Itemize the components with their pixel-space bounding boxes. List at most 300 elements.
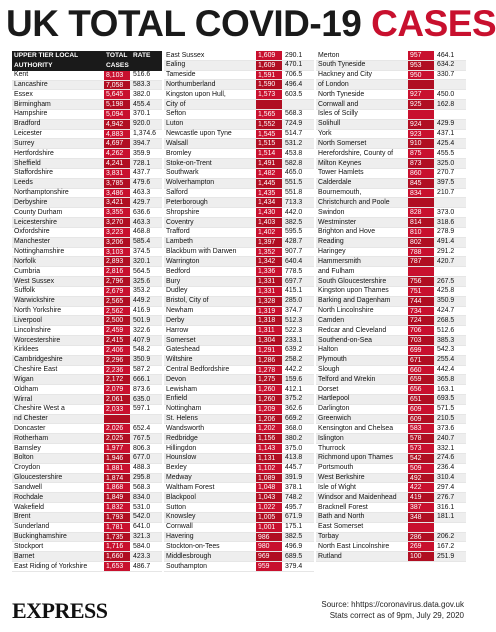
rate-value: 639.2	[285, 346, 303, 354]
total-cases: 492	[408, 474, 434, 483]
total-cases: 1,304	[256, 336, 282, 345]
rate-value: 548.2	[133, 346, 151, 354]
total-cases: 744	[408, 297, 434, 306]
authority-name: Trafford	[166, 228, 190, 236]
total-cases: 387	[408, 503, 434, 512]
title-main: UK TOTAL COVID-19	[6, 3, 362, 44]
rate-value: 595.5	[285, 228, 303, 236]
total-cases: 5,198	[104, 100, 130, 109]
rate-value: 353.2	[133, 287, 151, 295]
total-cases: 959	[256, 562, 282, 571]
rate-value: 325.0	[437, 159, 455, 167]
rate-value: 689.5	[285, 552, 303, 560]
authority-name: of London	[318, 80, 349, 88]
authority-name: Southampton	[166, 562, 207, 570]
total-cases: 703	[408, 336, 434, 345]
authority-name: Darlington	[318, 405, 350, 413]
authority-name: Bolton	[14, 454, 34, 462]
rate-value: 322.6	[133, 326, 151, 334]
total-cases: 1,260	[256, 385, 282, 394]
rate-value: 374.7	[285, 307, 303, 315]
authority-name: Hammersmith	[318, 257, 361, 265]
total-cases: 2,296	[104, 356, 130, 365]
total-cases: 1,131	[256, 454, 282, 463]
authority-name: Cambridgeshire	[14, 356, 63, 364]
total-cases: 1,832	[104, 503, 130, 512]
authority-name: Derbyshire	[14, 198, 48, 206]
total-cases: 656	[408, 385, 434, 394]
authority-name: Richmond upon Thames	[318, 454, 393, 462]
rate-value: 359.9	[133, 149, 151, 157]
total-cases: 4,241	[104, 159, 130, 168]
rate-value: 423.3	[133, 552, 151, 560]
authority-name: Lancashire	[14, 81, 48, 88]
authority-name: Oldham	[14, 385, 39, 393]
total-cases: 609	[408, 415, 434, 424]
total-cases: 1,515	[256, 139, 282, 148]
total-cases: 1,849	[104, 493, 130, 502]
total-cases: 751	[408, 287, 434, 296]
total-cases: 659	[408, 375, 434, 384]
authority-name: Central Bedfordshire	[166, 366, 230, 373]
rate-value: 233.1	[285, 336, 303, 344]
rate-value: 175.1	[285, 523, 303, 531]
authority-name: Birmingham	[14, 100, 51, 108]
total-cases: 787	[408, 257, 434, 266]
rate-value: 583.3	[133, 81, 151, 88]
rate-value: 920.0	[133, 120, 151, 128]
rate-value: 516.6	[133, 71, 151, 79]
total-cases: 957	[408, 51, 434, 60]
authority-name: North Yorkshire	[14, 307, 62, 315]
rate-value: 368.0	[285, 424, 303, 432]
rate-value: 332.1	[437, 444, 455, 452]
rate-value: 416.9	[133, 307, 151, 315]
rate-value: 465.0	[285, 169, 303, 177]
authority-name: Brent	[14, 513, 31, 521]
rate-value: 424.7	[437, 307, 455, 315]
total-cases: 1,275	[256, 375, 282, 384]
rate-value: 297.4	[437, 483, 455, 491]
rate-value: 470.1	[285, 61, 303, 69]
rate-value: 295.8	[133, 474, 151, 482]
total-cases: 1,328	[256, 297, 282, 306]
authority-name: Essex	[14, 90, 33, 98]
authority-name: Salford	[166, 189, 188, 197]
total-cases: 1,653	[104, 562, 130, 571]
rate-value: 162.8	[437, 100, 455, 108]
total-cases: 4,697	[104, 139, 130, 148]
rate-value: 496.9	[285, 542, 303, 550]
rate-value: 251.9	[437, 552, 455, 560]
rate-value: 585.4	[133, 238, 151, 246]
authority-name: Bristol, City of	[166, 297, 209, 305]
title-accent: CASES	[371, 3, 496, 44]
rate-value: 597.1	[133, 405, 151, 413]
total-cases: 834	[408, 189, 434, 198]
authority-name: Slough	[318, 366, 340, 373]
authority-name: West Berkshire	[318, 474, 365, 482]
authority-name: Windsor and Maidenhead	[318, 493, 397, 501]
rate-value: 514.7	[285, 130, 303, 138]
authority-name: Bedford	[166, 267, 191, 275]
rate-value: 310.4	[437, 474, 455, 482]
authority-name: North East Lincolnshire	[318, 542, 390, 550]
rate-value: 496.4	[285, 80, 303, 88]
total-cases: 4,883	[104, 130, 130, 139]
total-cases: 2,796	[104, 277, 130, 286]
authority-name: Tower Hamlets	[318, 169, 364, 177]
total-cases: 1,781	[104, 523, 130, 532]
authority-name: Herefordshire, County of	[318, 149, 394, 157]
total-cases	[408, 110, 434, 119]
authority-name: Dorset	[318, 385, 339, 393]
total-cases: 1,868	[104, 483, 130, 492]
authority-name: Manchester	[14, 238, 51, 246]
authority-name: Leicestershire	[14, 218, 57, 226]
authority-name: Nottinghamshire	[14, 248, 65, 256]
total-cases: 1,591	[256, 71, 282, 80]
authority-name: nd Chester	[14, 415, 48, 423]
rate-value: 584.0	[133, 542, 151, 550]
authority-name: Reading	[318, 238, 344, 246]
rate-value: 728.1	[133, 159, 151, 167]
rate-value: 382.0	[133, 90, 151, 98]
rate-value: 375.2	[285, 395, 303, 403]
authority-name: Luton	[166, 120, 184, 128]
authority-name: Worcestershire	[14, 336, 61, 344]
authority-name: Warrington	[166, 257, 200, 265]
total-cases: 1,609	[256, 61, 282, 70]
authority-name: Southend-on-Sea	[318, 336, 373, 344]
authority-name: Wigan	[14, 375, 34, 383]
total-cases: 1,336	[256, 267, 282, 276]
total-cases: 3,486	[104, 189, 130, 198]
authority-name: Enfield	[166, 395, 188, 403]
authority-name: Leicester	[14, 130, 42, 138]
rate-value: 321.3	[133, 533, 151, 541]
rate-value: 635.0	[133, 395, 151, 403]
authority-name: Greenwich	[318, 415, 351, 423]
rate-value: 531.0	[133, 503, 151, 511]
total-cases: 1,590	[256, 80, 282, 89]
authority-name: Lambeth	[166, 238, 193, 246]
authority-name: North Somerset	[318, 139, 367, 147]
total-cases: 3,103	[104, 248, 130, 257]
rate-value: 501.9	[133, 316, 151, 324]
authority-name: Merton	[318, 51, 340, 59]
total-cases	[408, 80, 434, 89]
total-cases: 980	[256, 542, 282, 551]
rate-value: 236.4	[437, 464, 455, 472]
total-cases: 1,260	[256, 395, 282, 404]
rate-value: 415.1	[285, 287, 303, 295]
rate-value: 318.6	[437, 218, 455, 226]
authority-name: Camden	[318, 316, 345, 324]
total-cases: 1,565	[256, 110, 282, 119]
rate-value: 285.0	[285, 297, 303, 305]
rate-value: 365.8	[437, 375, 455, 383]
authority-name: Halton	[318, 346, 338, 354]
rate-value: 551.8	[285, 189, 303, 197]
header-cases: TOTAL CASES	[106, 52, 129, 69]
authority-name: Stockport	[14, 542, 44, 550]
authority-name: Redcar and Cleveland	[318, 326, 387, 334]
total-cases: 542	[408, 454, 434, 463]
rate-value: 382.5	[285, 533, 303, 541]
rate-value: 568.3	[285, 110, 303, 118]
total-cases: 2,406	[104, 346, 130, 355]
rate-value: 449.2	[133, 297, 151, 305]
total-cases: 3,270	[104, 218, 130, 227]
authority-name: Kingston upon Thames	[318, 287, 389, 295]
authority-name: Portsmouth	[318, 464, 354, 472]
authority-name: Coventry	[166, 218, 194, 226]
total-cases: 1,048	[256, 483, 282, 492]
total-cases: 1,202	[256, 424, 282, 433]
total-cases	[256, 100, 282, 109]
authority-name: Oxfordshire	[14, 228, 50, 236]
rate-value: 268.5	[437, 316, 455, 324]
source-note	[321, 599, 464, 621]
total-cases: 828	[408, 208, 434, 217]
total-cases: 348	[408, 513, 434, 522]
page-title	[6, 2, 496, 46]
authority-name: Cheshire East	[14, 366, 58, 374]
rate-value: 167.2	[437, 542, 455, 550]
total-cases: 1,545	[256, 130, 282, 139]
authority-name: Bradford	[14, 120, 41, 128]
rate-value: 464.1	[437, 51, 455, 59]
rate-value: 290.1	[285, 51, 303, 59]
authority-name: Wirral	[14, 395, 32, 403]
authority-name: Gloucestershire	[14, 474, 63, 482]
total-cases: 860	[408, 169, 434, 178]
rate-value: 206.2	[437, 533, 455, 541]
rate-value: 603.5	[285, 90, 303, 98]
authority-name: Sunderland	[14, 523, 50, 531]
authority-name: Barnet	[14, 552, 35, 560]
authority-name: Kensington and Chelsea	[318, 424, 394, 432]
authority-name: Hounslow	[166, 454, 197, 462]
rate-value: 210.5	[437, 415, 455, 423]
authority-name: East Riding of Yorkshire	[14, 562, 88, 570]
authority-name: Islington	[318, 434, 344, 442]
total-cases: 986	[256, 533, 282, 542]
total-cases	[408, 267, 434, 276]
table-column-2	[164, 51, 314, 572]
authority-name: Bath and North	[318, 513, 365, 521]
authority-name: Milton Keynes	[318, 159, 362, 167]
authority-name: Waltham Forest	[166, 483, 215, 491]
authority-name: Barking and Dagenham	[318, 297, 391, 305]
authority-name: East Somerset	[318, 523, 364, 531]
authority-name: Tameside	[166, 71, 196, 79]
authority-name: Somerset	[166, 336, 196, 344]
total-cases: 269	[408, 542, 434, 551]
total-cases: 1,331	[256, 287, 282, 296]
authority-name: Isles of Scilly	[318, 110, 358, 118]
authority-name: Isle of Wight	[318, 483, 356, 491]
rate-value: 316.1	[437, 503, 455, 511]
rate-value: 276.7	[437, 493, 455, 501]
total-cases	[104, 415, 130, 424]
authority-name: Suffolk	[14, 287, 35, 295]
authority-name: Torbay	[318, 533, 339, 541]
rate-value: 713.3	[285, 198, 303, 206]
rate-value: 834.0	[133, 493, 151, 501]
rate-value: 379.4	[285, 562, 303, 570]
rate-value: 564.5	[133, 267, 151, 275]
rate-value: 636.6	[133, 208, 151, 216]
rate-value: 375.0	[285, 444, 303, 452]
authority-name: Knowsley	[166, 513, 196, 521]
total-cases: 3,785	[104, 179, 130, 188]
rate-value: 385.3	[437, 336, 455, 344]
rate-value: 463.3	[133, 218, 151, 226]
rate-value: 159.6	[285, 375, 303, 383]
authority-name: Kent	[14, 71, 29, 79]
rate-value: 652.4	[133, 424, 151, 432]
rate-value: 407.9	[133, 336, 151, 344]
rate-value: 491.4	[437, 238, 455, 246]
authority-name: Devon	[166, 375, 186, 383]
rate-value: 522.3	[285, 326, 303, 334]
table-row	[316, 552, 466, 562]
rate-value: 542.3	[437, 346, 455, 354]
total-cases: 8,103	[104, 71, 130, 80]
rate-value: 378.1	[285, 483, 303, 491]
rate-value: 437.1	[437, 130, 455, 138]
total-cases: 573	[408, 444, 434, 453]
authority-name: Christchurch and Poole	[318, 198, 390, 206]
total-cases: 1,352	[256, 248, 282, 257]
rate-value: 907.7	[285, 248, 303, 256]
total-cases: 2,816	[104, 267, 130, 276]
total-cases: 706	[408, 326, 434, 335]
total-cases: 578	[408, 434, 434, 443]
rate-value: 350.9	[133, 356, 151, 364]
total-cases: 810	[408, 228, 434, 237]
rate-value: 325.6	[133, 277, 151, 285]
total-cases: 419	[408, 493, 434, 502]
total-cases: 2,025	[104, 434, 130, 443]
table-row	[164, 562, 314, 572]
authority-name: Bexley	[166, 464, 187, 472]
authority-name: Sheffield	[14, 159, 41, 167]
total-cases: 4,942	[104, 120, 130, 129]
total-cases: 1,043	[256, 493, 282, 502]
total-cases: 4,262	[104, 149, 130, 158]
rate-value: 320.1	[133, 257, 151, 265]
authority-name: Gateshead	[166, 346, 200, 354]
total-cases: 2,033	[104, 405, 130, 414]
rate-value: 453.8	[285, 149, 303, 157]
express-logo: EXPRESS	[12, 598, 108, 623]
authority-name: Rochdale	[14, 493, 44, 501]
total-cases: 671	[408, 356, 434, 365]
rate-value: 373.6	[437, 424, 455, 432]
total-cases: 969	[256, 552, 282, 561]
rate-value: 374.5	[133, 248, 151, 256]
rate-value: 669.2	[285, 415, 303, 423]
rate-value: 429.7	[133, 198, 151, 206]
authority-name: North Lincolnshire	[318, 307, 374, 315]
authority-name: York	[318, 130, 332, 138]
rate-value: 420.7	[437, 257, 455, 265]
total-cases: 2,079	[104, 385, 130, 394]
total-cases: 100	[408, 552, 434, 561]
total-cases: 1,881	[104, 464, 130, 473]
rate-value: 442.2	[285, 366, 303, 373]
rate-value: 767.5	[133, 434, 151, 442]
table-column-3	[316, 51, 466, 562]
authority-name: County Durham	[14, 208, 63, 216]
total-cases: 1,482	[256, 169, 282, 178]
authority-name: Southwark	[166, 169, 199, 177]
rate-value: 330.7	[437, 71, 455, 79]
rate-value: 640.4	[285, 257, 303, 265]
total-cases: 1,278	[256, 366, 282, 375]
total-cases: 3,355	[104, 208, 130, 217]
authority-name: Warwickshire	[14, 297, 55, 305]
rate-value: 240.7	[437, 434, 455, 442]
total-cases: 1,102	[256, 464, 282, 473]
rate-value: 806.3	[133, 444, 151, 452]
authority-name: City of	[166, 100, 186, 108]
rate-value: 455.4	[133, 100, 151, 108]
rate-value: 873.6	[133, 385, 151, 393]
authority-name: Walsall	[166, 139, 188, 147]
rate-value: 634.2	[437, 61, 455, 69]
authority-name: Croydon	[14, 464, 41, 472]
rate-value: 291.2	[437, 248, 455, 256]
authority-name: Bromley	[166, 149, 192, 157]
header-rate: RATE	[133, 52, 151, 59]
total-cases: 875	[408, 149, 434, 158]
total-cases: 2,893	[104, 257, 130, 266]
total-cases: 422	[408, 483, 434, 492]
rate-value: 582.8	[285, 159, 303, 167]
authority-name: Hertfordshire	[14, 149, 54, 157]
authority-name: Dudley	[166, 287, 188, 295]
rate-value: 163.1	[437, 385, 455, 393]
authority-name: Wandsworth	[166, 424, 205, 432]
total-cases: 699	[408, 346, 434, 355]
header-name: UPPER TIER LOCAL AUTHORITY	[14, 52, 78, 69]
total-cases: 660	[408, 366, 434, 375]
total-cases: 1,435	[256, 189, 282, 198]
authority-name: Lewisham	[166, 385, 198, 393]
rate-value: 671.9	[285, 513, 303, 521]
total-cases: 1,735	[104, 533, 130, 542]
total-cases: 1,491	[256, 159, 282, 168]
authority-name: Bury	[166, 277, 181, 285]
total-cases: 2,679	[104, 287, 130, 296]
total-cases: 734	[408, 307, 434, 316]
total-cases: 2,415	[104, 336, 130, 345]
authority-name: Rutland	[318, 552, 342, 560]
total-cases: 3,206	[104, 238, 130, 247]
rate-value: 479.6	[133, 179, 151, 187]
authority-name: West Sussex	[14, 277, 55, 285]
authority-name: Doncaster	[14, 424, 46, 432]
authority-name: Havering	[166, 533, 194, 541]
rate-value: 267.5	[437, 277, 455, 285]
authority-name: Staffordshire	[14, 169, 53, 177]
rate-value: 531.2	[285, 139, 303, 147]
total-cases: 1,318	[256, 316, 282, 325]
